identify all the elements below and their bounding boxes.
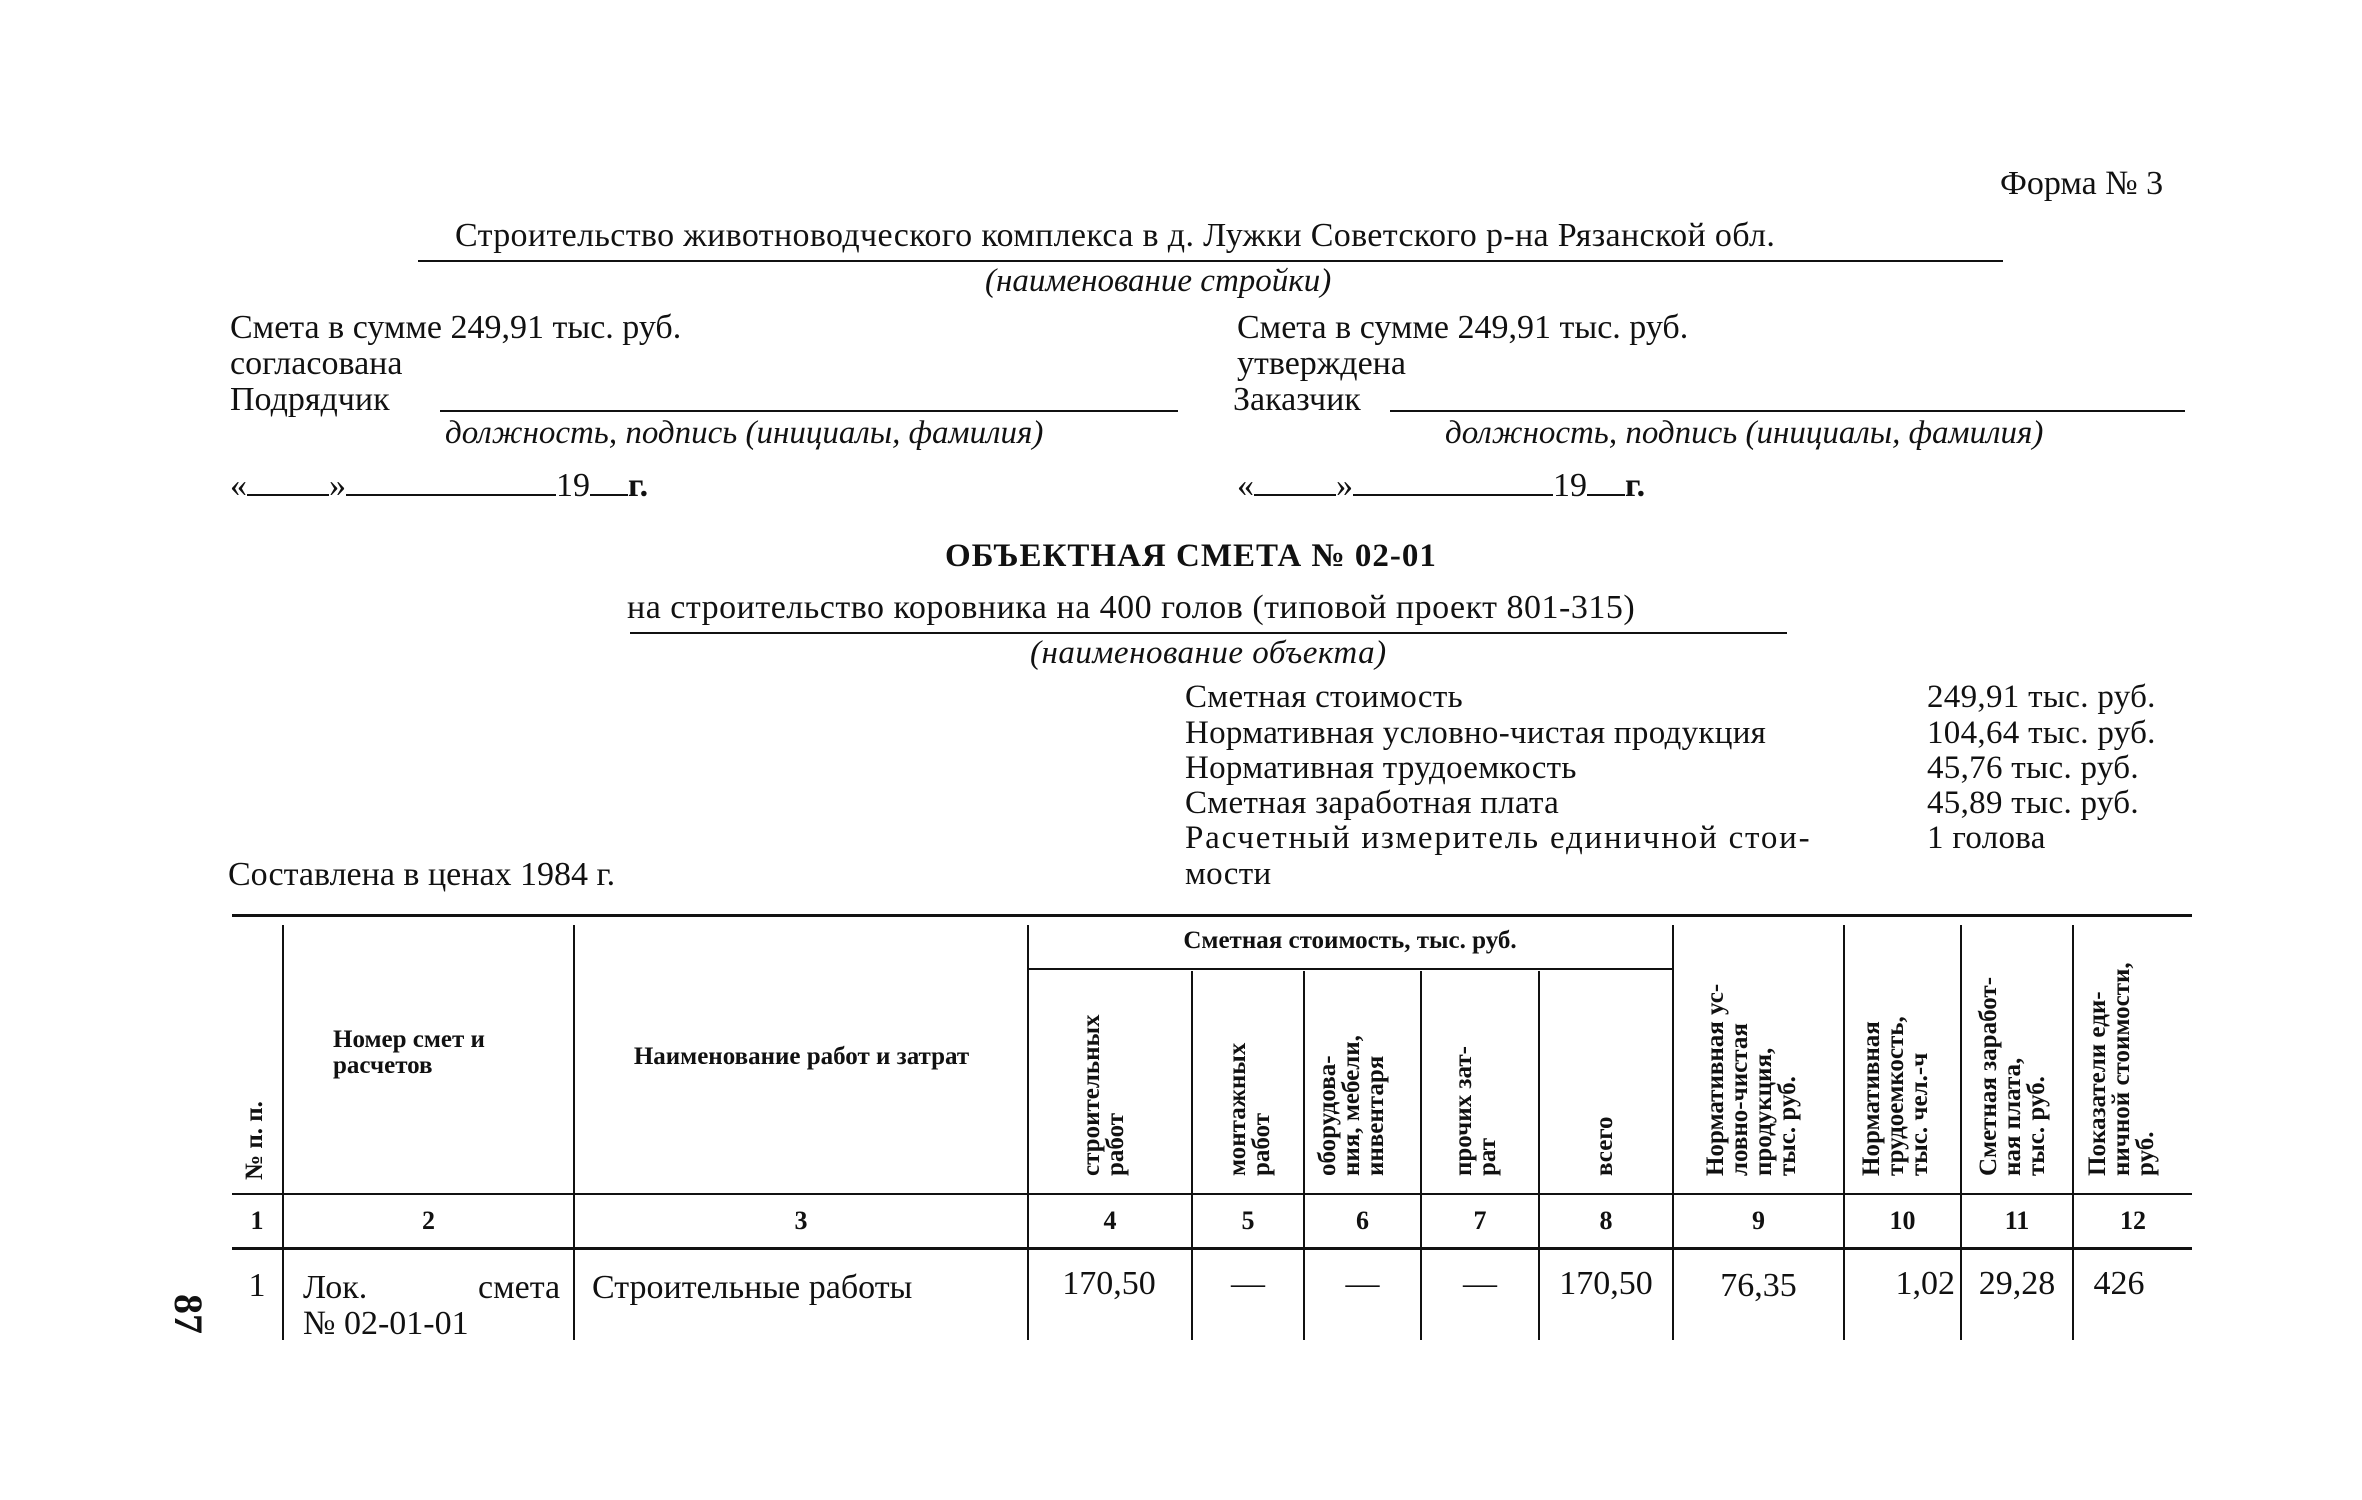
summary-value-cost: 249,91 тыс. руб. — [1927, 679, 2156, 715]
construction-underline — [418, 260, 2003, 262]
summary-value-unit: 1 голова — [1927, 820, 2046, 856]
row-work-name: Строительные работы — [592, 1269, 913, 1306]
customer-label: Заказчик — [1233, 381, 1361, 418]
summary-label-unit-cont: мости — [1185, 856, 1272, 892]
col-number-6: 6 — [1356, 1206, 1369, 1235]
summary-label-labor: Нормативная трудоемкость — [1185, 750, 1577, 786]
row-net-product: 76,35 — [1720, 1267, 1797, 1304]
row-construction: 170,50 — [1062, 1265, 1156, 1302]
col-number-3: 3 — [794, 1206, 808, 1235]
day-blank[interactable] — [247, 494, 329, 496]
year-prefix: 19 — [556, 467, 590, 504]
object-name: на строительство коровника на 400 голов (типовой проект 801-315) — [627, 589, 1636, 626]
col-number-8: 8 — [1599, 1206, 1613, 1235]
year-suffix: г. — [1625, 467, 1646, 504]
col-number-10: 10 — [1889, 1206, 1916, 1235]
construction-name: Строительство животноводческого комплекса в д. Лужки Советского р-на Рязанской обл. — [455, 217, 1776, 254]
header-net-product: Нормативная ус- ловно-чистая продукция, тыс. руб. — [1702, 983, 1801, 1176]
summary-label-unit: Расчетный измеритель единичной стои- — [1185, 820, 1812, 856]
col-number-5: 5 — [1241, 1206, 1255, 1235]
numbers-bottom-rule — [232, 1247, 2192, 1250]
summary-value-wages: 45,89 тыс. руб. — [1927, 785, 2139, 821]
page-number: 87 — [166, 1294, 211, 1334]
object-underline — [630, 632, 1787, 634]
year-prefix: 19 — [1553, 467, 1587, 504]
year-suffix: г. — [628, 467, 649, 504]
approved-sum: Смета в сумме 249,91 тыс. руб. — [1237, 309, 1689, 346]
row-labor: 1,02 — [1895, 1265, 1955, 1302]
customer-signature-caption: должность, подпись (инициалы, фамилия) — [1445, 415, 2044, 451]
row-total: 170,50 — [1559, 1265, 1653, 1302]
header-row-number: № п. п. — [241, 1101, 268, 1180]
approved-status: утверждена — [1237, 345, 1406, 382]
header-other-costs: прочих зат- рат — [1450, 1046, 1501, 1176]
agreed-status: согласована — [230, 345, 403, 382]
header-equipment: оборудова- ния, мебели, инвентаря — [1314, 1035, 1389, 1176]
date-close-quote: » — [329, 467, 346, 504]
summary-label-wages: Сметная заработная плата — [1185, 785, 1560, 821]
col-sep-2 — [573, 925, 575, 1340]
col-number-12: 12 — [2120, 1206, 2146, 1235]
approved-date — [1237, 468, 1645, 504]
agreed-sum: Смета в сумме 249,91 тыс. руб. — [230, 309, 682, 346]
header-labor: Нормативная трудоемкость, тыс. чел.-ч — [1858, 1016, 1933, 1176]
year-blank[interactable] — [1587, 494, 1625, 496]
header-mounting-works: монтажных работ — [1224, 1042, 1275, 1176]
col-number-9: 9 — [1752, 1206, 1765, 1235]
month-blank[interactable] — [1353, 494, 1553, 496]
prices-note: Составлена в ценах 1984 г. — [228, 856, 616, 893]
page-title: ОБЪЕКТНАЯ СМЕТА № 02-01 — [945, 538, 1437, 574]
header-construction-works: строительных работ — [1078, 1014, 1129, 1176]
date-open-quote: « — [1237, 467, 1254, 504]
month-blank[interactable] — [346, 494, 556, 496]
year-blank[interactable] — [590, 494, 628, 496]
customer-signature-line[interactable] — [1390, 410, 2185, 412]
header-bottom-rule — [232, 1193, 2192, 1195]
date-close-quote: » — [1336, 467, 1353, 504]
header-work-name: Наименование работ и затрат — [633, 1043, 970, 1070]
col-number-4: 4 — [1103, 1206, 1117, 1235]
header-wages: Сметная заработ- ная плата, тыс. руб. — [1975, 976, 2050, 1176]
row-ref-c: № 02-01-01 — [303, 1305, 469, 1342]
row-equipment: — — [1345, 1265, 1380, 1302]
group-header-cost: Сметная стоимость, тыс. руб. — [1183, 927, 1517, 954]
object-caption: (наименование объекта) — [1030, 635, 1387, 671]
form-number: Форма № 3 — [2000, 165, 2164, 202]
contractor-signature-line[interactable] — [440, 410, 1178, 412]
row-unit-cost: 426 — [2093, 1265, 2145, 1302]
col-sep-1 — [282, 925, 284, 1340]
header-refs — [286, 1027, 556, 1079]
summary-label-net-product: Нормативная условно-чистая продукция — [1185, 715, 1767, 751]
construction-caption: (наименование стройки) — [985, 263, 1332, 299]
col-number-1: 1 — [250, 1206, 264, 1235]
summary-value-labor: 45,76 тыс. руб. — [1927, 750, 2139, 786]
summary-value-net-product: 104,64 тыс. руб. — [1927, 715, 2156, 751]
group-header-rule — [1027, 968, 1672, 970]
col-number-11: 11 — [2004, 1206, 2030, 1235]
row-other: — — [1463, 1265, 1497, 1302]
day-blank[interactable] — [1254, 494, 1336, 496]
table-top-rule — [232, 914, 2192, 917]
header-total: всего — [1591, 1116, 1618, 1176]
header-unit-cost: Показатели еди- ничной стоимости, руб. — [2084, 962, 2159, 1176]
row-wages: 29,28 — [1978, 1265, 2056, 1302]
contractor-signature-caption: должность, подпись (инициалы, фамилия) — [445, 415, 1044, 451]
row-ref-a: Лок. — [303, 1269, 368, 1306]
date-open-quote: « — [230, 467, 247, 504]
col-number-2: 2 — [422, 1206, 435, 1235]
header-refs-line1: Номер смет и расчетов — [333, 1026, 485, 1079]
row-mounting: — — [1231, 1265, 1265, 1302]
summary-label-cost: Сметная стоимость — [1185, 679, 1463, 715]
row-number: 1 — [248, 1267, 266, 1304]
agreed-date — [230, 468, 648, 504]
col-number-7: 7 — [1473, 1206, 1487, 1235]
contractor-label: Подрядчик — [230, 381, 390, 418]
row-ref-b: смета — [478, 1269, 561, 1306]
